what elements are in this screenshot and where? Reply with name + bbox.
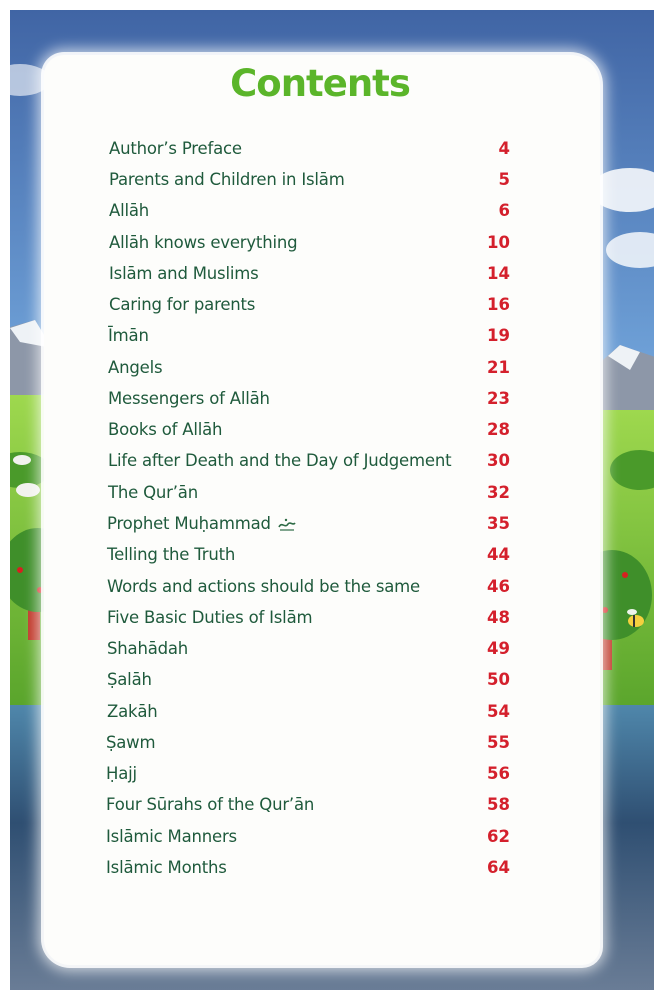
toc-entry-page: 23 — [487, 389, 510, 408]
toc-entry-page: 56 — [487, 764, 510, 783]
toc-entry-title: Islāmic Months — [106, 858, 227, 877]
toc-entry-page: 21 — [487, 358, 510, 377]
toc-entry-title: Islām and Muslims — [109, 264, 259, 283]
toc-entry-page: 30 — [487, 451, 510, 470]
toc-entry-page: 35 — [487, 514, 510, 533]
toc-entry-page: 54 — [487, 702, 510, 721]
toc-entry-title: Words and actions should be the same — [107, 577, 421, 596]
toc-entry-page: 10 — [487, 233, 510, 252]
sheep — [13, 455, 31, 465]
toc-entry-title: Īmān — [108, 326, 149, 345]
toc-entry-page: 14 — [487, 264, 510, 283]
toc-entry-title: Allāh knows everything — [109, 233, 298, 252]
toc-entry-title: Life after Death and the Day of Judgement — [108, 451, 452, 470]
toc-entry-title: Telling the Truth — [107, 545, 236, 564]
calligraphy-honorific-icon — [277, 517, 297, 533]
toc-entry-page: 6 — [498, 201, 510, 220]
toc-entry-page: 58 — [487, 795, 510, 814]
toc-entry-title: Parents and Children in Islām — [109, 170, 345, 189]
sheep — [16, 483, 40, 497]
toc-entry-page: 55 — [487, 733, 510, 752]
toc-entry-title: Four Sūrahs of the Qur’ān — [106, 795, 315, 814]
toc-entry-page: 48 — [487, 608, 510, 627]
toc-entry-title: Books of Allāh — [108, 420, 223, 439]
toc-entry-title: Author’s Preface — [109, 139, 242, 158]
toc-entry-title: Messengers of Allāh — [108, 389, 270, 408]
toc-entry-page: 5 — [498, 170, 510, 189]
toc-entry-page: 19 — [487, 326, 510, 345]
toc-entry-title: Zakāh — [107, 702, 158, 721]
toc-entry-title-text: Prophet Muḥammad — [107, 514, 271, 533]
toc-entry-title: Angels — [108, 358, 163, 377]
toc-entry-title: The Qur’ān — [108, 483, 198, 502]
toc-entry-page: 50 — [487, 670, 510, 689]
toc-entry-title: Caring for parents — [109, 295, 256, 314]
toc-entry-title: Ṣalāh — [107, 670, 152, 689]
toc-entry-title: Ṣawm — [106, 733, 156, 752]
toc-entry-page: 62 — [487, 827, 510, 846]
toc-entry-page: 4 — [498, 139, 510, 158]
toc-entry-page: 46 — [487, 577, 510, 596]
toc-entry-page: 16 — [487, 295, 510, 314]
page-title: Contents — [230, 62, 410, 105]
toc-entry-title: Ḥajj — [106, 764, 137, 783]
toc-entry-page: 49 — [487, 639, 510, 658]
toc-entry-page: 28 — [487, 420, 510, 439]
toc-entry-page: 32 — [487, 483, 510, 502]
toc-entry-title — [107, 514, 297, 533]
toc-entry-page: 64 — [487, 858, 510, 877]
toc-entry-page: 44 — [487, 545, 510, 564]
toc-entry-title: Allāh — [109, 201, 150, 220]
toc-entry-title: Five Basic Duties of Islām — [107, 608, 313, 627]
toc-entry-title: Shahādah — [107, 639, 189, 658]
toc-entry-title: Islāmic Manners — [106, 827, 237, 846]
